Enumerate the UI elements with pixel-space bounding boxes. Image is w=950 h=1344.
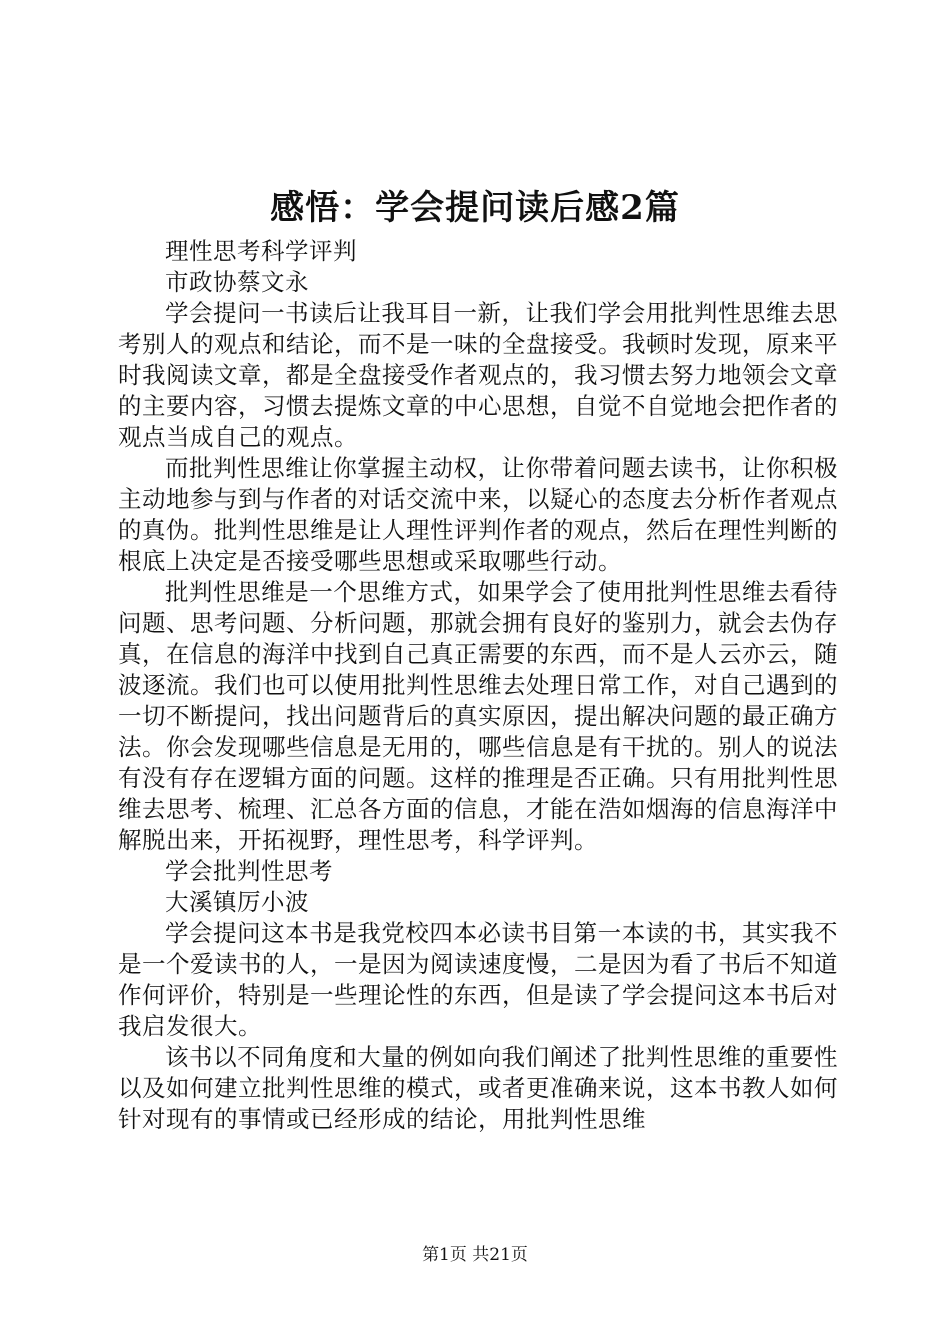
- paragraph: 学会提问一书读后让我耳目一新，让我们学会用批判性思维去思考别人的观点和结论，而不是一味的全盘接受。我顿时发现，原来平时我阅读文章，都是全盘接受作者观点的，我习惯去努力地领会文章的主要内容，习惯去提炼文章的中心思想，自觉不自觉地会把作者的观点当成自己的观点。: [118, 299, 838, 451]
- section-heading: 学会批判性思考: [165, 857, 333, 885]
- section-heading: 理性思考科学评判: [165, 237, 357, 265]
- paragraph: 批判性思维是一个思维方式，如果学会了使用批判性思维去看待问题、思考问题、分析问题，那就会拥有良好的鉴别力，就会去伪存真，在信息的海洋中找到自己真正需要的东西，而不是人云亦云，随波逐流。我们也可以使用批判性思维去处理日常工作，对自己遇到的一切不断提问，找出问题背后的真实原因，提出解决问题的最正确方法。你会发现哪些信息是无用的，哪些信息是有干扰的。别人的说法有没有存在逻辑方面的问题。这样的推理是否正确。只有用批判性思维去思考、梳理、汇总各方面的信息，才能在浩如烟海的信息海洋中解脱出来，开拓视野，理性思考，科学评判。: [118, 578, 838, 854]
- author-line: 市政协蔡文永: [165, 268, 309, 296]
- document-body: [118, 236, 838, 1135]
- document-title: 感悟：学会提问读后感2篇: [270, 188, 680, 228]
- paragraph: 该书以不同角度和大量的例如向我们阐述了批判性思维的重要性以及如何建立批判性思维的模式，或者更准确来说，这本书教人如何针对现有的事情或已经形成的结论，用批判性思维: [118, 1043, 838, 1133]
- page-number: 第1页 共21页: [422, 1245, 528, 1265]
- paragraph: 而批判性思维让你掌握主动权，让你带着问题去读书，让你积极主动地参与到与作者的对话交流中来，以疑心的态度去分析作者观点的真伪。批判性思维是让人理性评判作者的观点，然后在理性判断的根底上决定是否接受哪些思想或采取哪些行动。: [118, 454, 838, 575]
- paragraph: 学会提问这本书是我党校四本必读书目第一本读的书，其实我不是一个爱读书的人，一是因为阅读速度慢，二是因为看了书后不知道作何评价，特别是一些理论性的东西，但是读了学会提问这本书后对我启发很大。: [118, 919, 838, 1040]
- author-line: 大溪镇厉小波: [165, 888, 309, 916]
